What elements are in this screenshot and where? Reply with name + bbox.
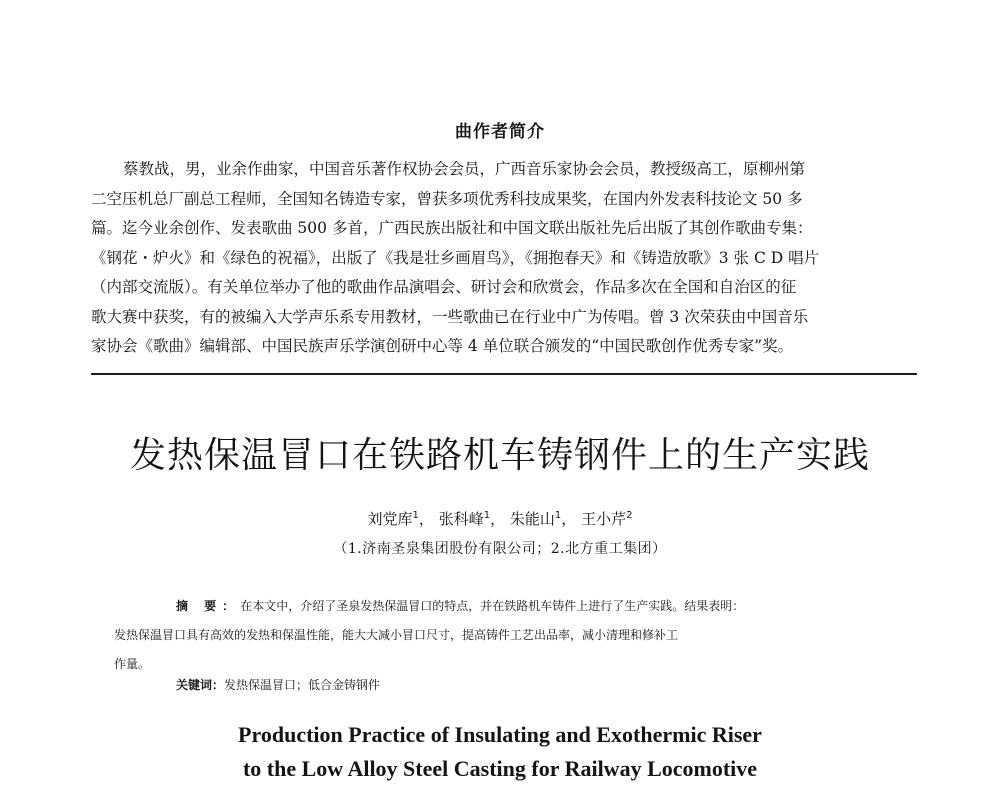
- article-title: 发热保温冒口在铁路机车铸钢件上的生产实践: [129, 435, 870, 476]
- english-title-line: to the Low Alloy Steel Casting for Railway Locomotive: [242, 756, 758, 781]
- english-title: [0, 718, 1000, 786]
- author-separator: ，: [490, 510, 506, 528]
- english-title-line: Production Practice of Insulating and Exothermic Riser: [238, 722, 762, 747]
- author-separator: ，: [418, 510, 434, 528]
- bio-line: 家协会《歌曲》编辑部、中国民族声乐学演创研中心等 4 单位联合颁发的“中国民歌创作优秀专家”奖。: [91, 337, 794, 355]
- author-name: 王小芹: [581, 510, 627, 528]
- bio-line: 蔡教战，男，业余作曲家，中国音乐著作权协会会员，广西音乐家协会会员，教授级高工，原柳州第: [123, 160, 806, 178]
- author-affil-mark: 1: [554, 510, 562, 521]
- abstract-text: 在本文中，介绍了圣泉发热保温冒口的特点，并在铁路机车铸件上进行了生产实践。结果表明：: [240, 599, 745, 613]
- bio-paragraph: [91, 155, 917, 362]
- bio-heading: 曲作者简介: [455, 122, 545, 142]
- author-affil-mark: 2: [626, 510, 633, 521]
- author-separator: ，: [561, 510, 577, 528]
- abstract-line: 发热保温冒口具有高效的发热和保温性能，能大大减小冒口尺寸，提高铸件工艺出品率，减小清理和修补工: [114, 628, 679, 642]
- keywords-text: 发热保温冒口；低合金铸钢件: [224, 678, 381, 692]
- bio-line: （内部交流版）。有关单位举办了他的歌曲作品演唱会、研讨会和欣赏会，作品多次在全国和自治区的征: [91, 278, 797, 296]
- section-divider: [91, 373, 917, 375]
- author-name: 朱能山: [509, 510, 555, 528]
- author-affil-mark: 1: [412, 510, 419, 521]
- keywords-label: 关键词：: [176, 678, 225, 692]
- author-affil-mark: 1: [483, 510, 491, 521]
- abstract-line: [118, 592, 884, 621]
- keywords: [176, 676, 380, 693]
- affiliations: （1.济南圣泉集团股份有限公司；2.北方重工集团）: [333, 541, 667, 557]
- author-name: 张科峰: [438, 510, 484, 528]
- abstract-label: 摘 要：: [176, 599, 241, 613]
- author-name: 刘党库: [367, 510, 413, 528]
- bio-line: 二空压机总厂副总工程师，全国知名铸造专家，曾获多项优秀科技成果奖，在国内外发表科技论文 50 多: [91, 189, 803, 208]
- abstract: [114, 592, 884, 679]
- bio-line: 篇。迄今业余创作、发表歌曲 500 多首，广西民族出版社和中国文联出版社先后出版了其创作歌曲专集：: [91, 219, 813, 237]
- abstract-line: 作量。: [114, 657, 151, 671]
- bio-line: 歌大赛中获奖，有的被编入大学声乐系专用教材，一些歌曲已在行业中广为传唱。曾 3 次荣获由中国音乐: [91, 307, 809, 326]
- author-list: [0, 508, 1000, 529]
- bio-line: 《钢花・炉火》和《绿色的祝福》，出版了《我是壮乡画眉鸟》，《拥抱春天》和《铸造放歌》3 张 C D 唱片: [91, 248, 820, 267]
